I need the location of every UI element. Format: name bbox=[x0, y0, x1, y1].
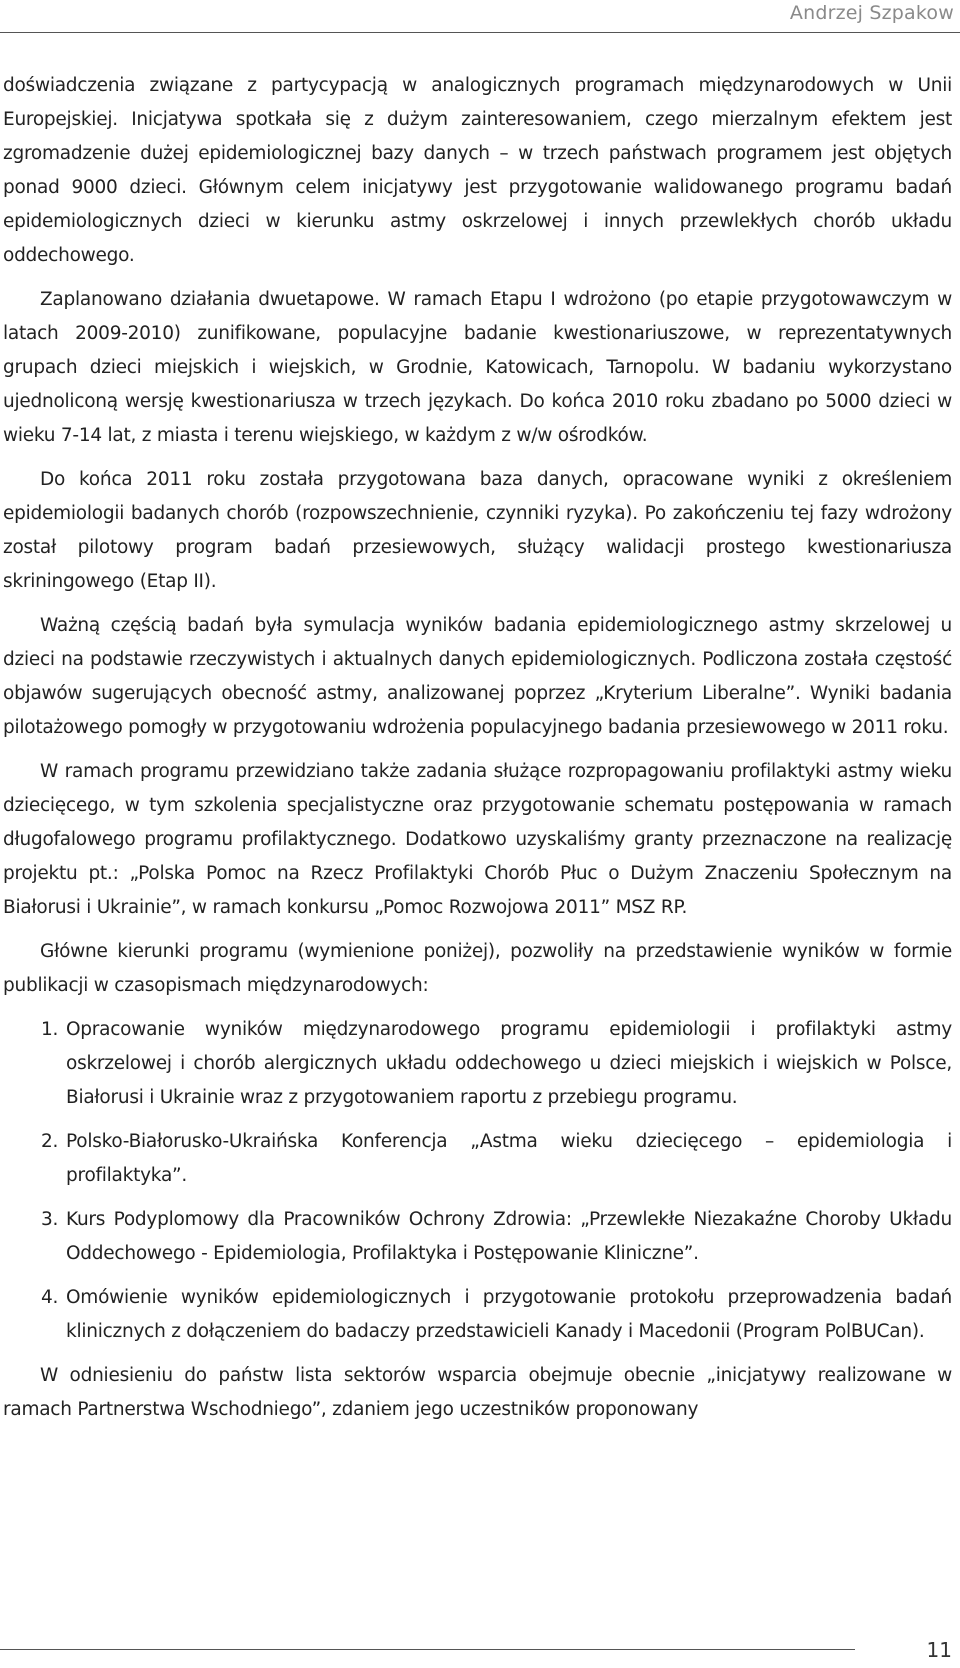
program-directions-list bbox=[3, 1013, 952, 1349]
paragraph-7: W odniesieniu do państw lista sektorów wsparcia obejmuje obecnie „inicjatywy realizowane w ramach Partnerstwa Wschodniego”, zdaniem jego uczestników proponowany bbox=[3, 1365, 952, 1420]
list-item-number: 2. bbox=[41, 1131, 59, 1152]
paragraph-3: Do końca 2011 roku została przygotowana baza danych, opracowane wyniki z określeniem epidemiologii badanych chorób (rozpowszechnienie, czynniki ryzyka). Po zakończeniu tej fazy wdrożony został pilotowy program badań przesiewowych, służący walidacji prostego kwestionariusza skriningowego (Etap II). bbox=[3, 469, 952, 592]
paragraph-4: Ważną częścią badań była symulacja wyników badania epidemiologicznego astmy skrzelowej u dzieci na podstawie rzeczywistych i aktualnych danych epidemiologicznych. Podliczona została częstość objawów sugerujących obecność astmy, analizowanej poprzez „Kryterium Liberalne”. Wyniki badania pilotażowego pomogły w przygotowaniu wdrożenia populacyjnego badania przesiewowego w 2011 roku. bbox=[3, 615, 952, 738]
header-divider bbox=[0, 32, 960, 33]
page-number: 11 bbox=[926, 1638, 952, 1662]
paragraph-5: W ramach programu przewidziano także zadania służące rozpropagowaniu profilaktyki astmy wieku dziecięcego, w tym szkolenia specjalistyczne oraz przygotowanie schematu postępowania w ramach długofalowego programu profilaktycznego. Dodatkowo uzyskaliśmy granty przeznaczone na realizację projektu pt.: „Polska Pomoc na Rzecz Profilaktyki Chorób Płuc o Dużym Znaczeniu Społecznym na Białorusi i Ukrainie”, w ramach konkursu „Pomoc Rozwojowa 2011” MSZ RP. bbox=[3, 761, 952, 918]
paragraph-6: Główne kierunki programu (wymienione poniżej), pozwoliły na przedstawienie wyników w formie publikacji w czasopismach międzynarodowych: bbox=[3, 941, 952, 996]
list-item bbox=[41, 1203, 952, 1271]
list-item-text: Opracowanie wyników międzynarodowego programu epidemiologii i profilaktyki astmy oskrzelowej i chorób alergicznych układu oddechowego u dzieci miejskich i wiejskich w Polsce, Białorusi i Ukrainie wraz z przygotowaniem raportu z przebiegu programu. bbox=[66, 1019, 952, 1108]
list-item bbox=[41, 1013, 952, 1115]
list-item-text: Polsko-Białorusko-Ukraińska Konferencja „Astma wieku dziecięcego – epidemiologia i profilaktyka”. bbox=[66, 1131, 952, 1186]
footer-divider bbox=[0, 1649, 855, 1650]
list-item-number: 4. bbox=[41, 1287, 59, 1308]
list-item bbox=[41, 1281, 952, 1349]
page-body bbox=[3, 69, 952, 1427]
list-item-text: Omówienie wyników epidemiologicznych i przygotowanie protokołu przeprowadzenia badań klinicznych z dołączeniem do badaczy przedstawicieli Kanady i Macedonii (Program PolBUCan). bbox=[66, 1287, 952, 1342]
list-item-number: 1. bbox=[41, 1019, 59, 1040]
paragraph-1: doświadczenia związane z partycypacją w analogicznych programach międzynarodowych w Unii Europejskiej. Inicjatywa spotkała się z dużym zainteresowaniem, czego mierzalnym efektem jest zgromadzenie dużej epidemiologicznej bazy danych – w trzech państwach programem jest objętych ponad 9000 dzieci. Głównym celem inicjatywy jest przygotowanie walidowanego programu badań epidemiologicznych dzieci w kierunku astmy oskrzelowej i innych przewlekłych chorób układu oddechowego. bbox=[3, 75, 952, 266]
running-header-author: Andrzej Szpakow bbox=[789, 2, 954, 24]
list-item-number: 3. bbox=[41, 1209, 59, 1230]
list-item-text: Kurs Podyplomowy dla Pracowników Ochrony Zdrowia: „Przewlekłe Niezakaźne Choroby Układu Oddechowego - Epidemiologia, Profilaktyka i Postępowanie Kliniczne”. bbox=[66, 1209, 952, 1264]
paragraph-2: Zaplanowano działania dwuetapowe. W ramach Etapu I wdrożono (po etapie przygotowawczym w latach 2009-2010) zunifikowane, populacyjne badanie kwestionariuszowe, w reprezentatywnych grupach dzieci miejskich i wiejskich, w Grodnie, Katowicach, Tarnopolu. W badaniu wykorzystano ujednoliconą wersję kwestionariusza w trzech językach. Do końca 2010 roku zbadano po 5000 dzieci w wieku 7-14 lat, z miasta i terenu wiejskiego, w każdym z w/w ośrodków. bbox=[3, 289, 952, 446]
list-item bbox=[41, 1125, 952, 1193]
